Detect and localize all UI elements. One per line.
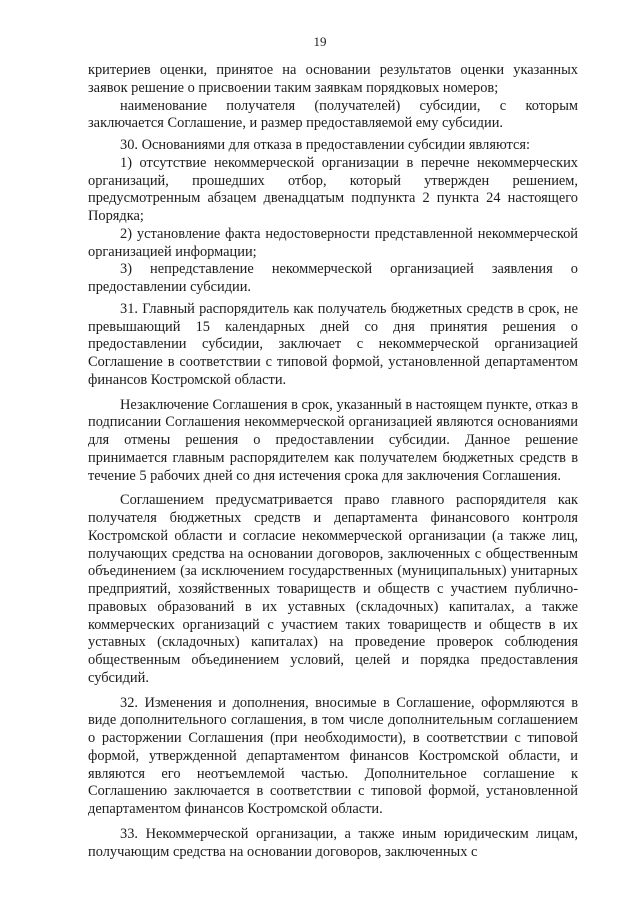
paragraph-30-item-2: 2) установление факта недостоверности представленной некоммерческой организацией информации;: [88, 225, 578, 260]
paragraph-30-refusal-grounds: 30. Основаниями для отказа в предоставлении субсидии являются:: [120, 137, 530, 153]
paragraph-31-non-conclusion: Незаключение Соглашения в срок, указанный в настоящем пункте, отказ в подписании Соглашения некоммерческой организацией являются основаниями для отмены решения о предоставлении субсидии. Данное решение принимается главным распорядителем как получателем бюджетных средств в течение 5 рабочих дней со дня истечения срока для заключения Соглашения.: [88, 396, 578, 484]
page-number: 19: [313, 34, 327, 49]
paragraph-31-inspections: Соглашением предусматривается право главного распорядителя как получателя бюджетных средств и департамента финансового контроля Костромской области и согласие некоммерческой организации (а также лиц, получающих средства на основании договоров, заключенных с общественным объединением (за исключением государственных (муниципальных) унитарных предприятий, хозяйственных товариществ и обществ с участием публично-правовых образований в их уставных (складочных) капиталах, а также коммерческих организаций с участием таких товариществ и обществ в их уставных (складочных) капиталах) на проведение проверок соблюдения общественным объединением условий, целей и порядка предоставления субсидий.: [88, 492, 578, 686]
paragraph-32-amendments: 32. Изменения и дополнения, вносимые в Соглашение, оформляются в виде дополнительного соглашения, в том числе дополнительным соглашением о расторжении Соглашения (при необходимости), в соответствии с типовой формой, утвержденной департаментом финансов Костромской области, и являются его неотъемлемой частью. Дополнительное соглашение к Соглашению заключается в соответствии с типовой формой, установленной департаментом финансов Костромской области.: [88, 694, 578, 817]
document-body: [88, 62, 578, 861]
paragraph-31-agreement: 31. Главный распорядитель как получатель бюджетных средств в срок, не превышающий 15 календарных дней со дня принятия решения о предоставлении субсидии, заключает с некоммерческой организацией Соглашение в соответствии с типовой формой, установленной департаментом финансов Костромской области.: [88, 300, 578, 388]
paragraph-recipient-name: наименование получателя (получателей) субсидии, с которым заключается Соглашение, и размер предоставляемой ему субсидии.: [88, 97, 578, 132]
paragraph-criteria-continuation: критериев оценки, принятое на основании результатов оценки указанных заявок решение о присвоении таким заявкам порядковых номеров;: [88, 62, 578, 96]
paragraph-30-item-1: 1) отсутствие некоммерческой организации в перечне некоммерческих организаций, прошедших отбор, который утвержден решением, предусмотренным абзацем двенадцатым подпункта 2 пункта 24 настоящего Порядка;: [88, 154, 578, 224]
paragraph-33-start: 33. Некоммерческой организации, а также иным юридическим лицам, получающим средства на основании договоров, заключенных с: [88, 825, 578, 860]
paragraph-30-item-3: 3) непредставление некоммерческой организацией заявления о предоставлении субсидии.: [88, 261, 578, 295]
